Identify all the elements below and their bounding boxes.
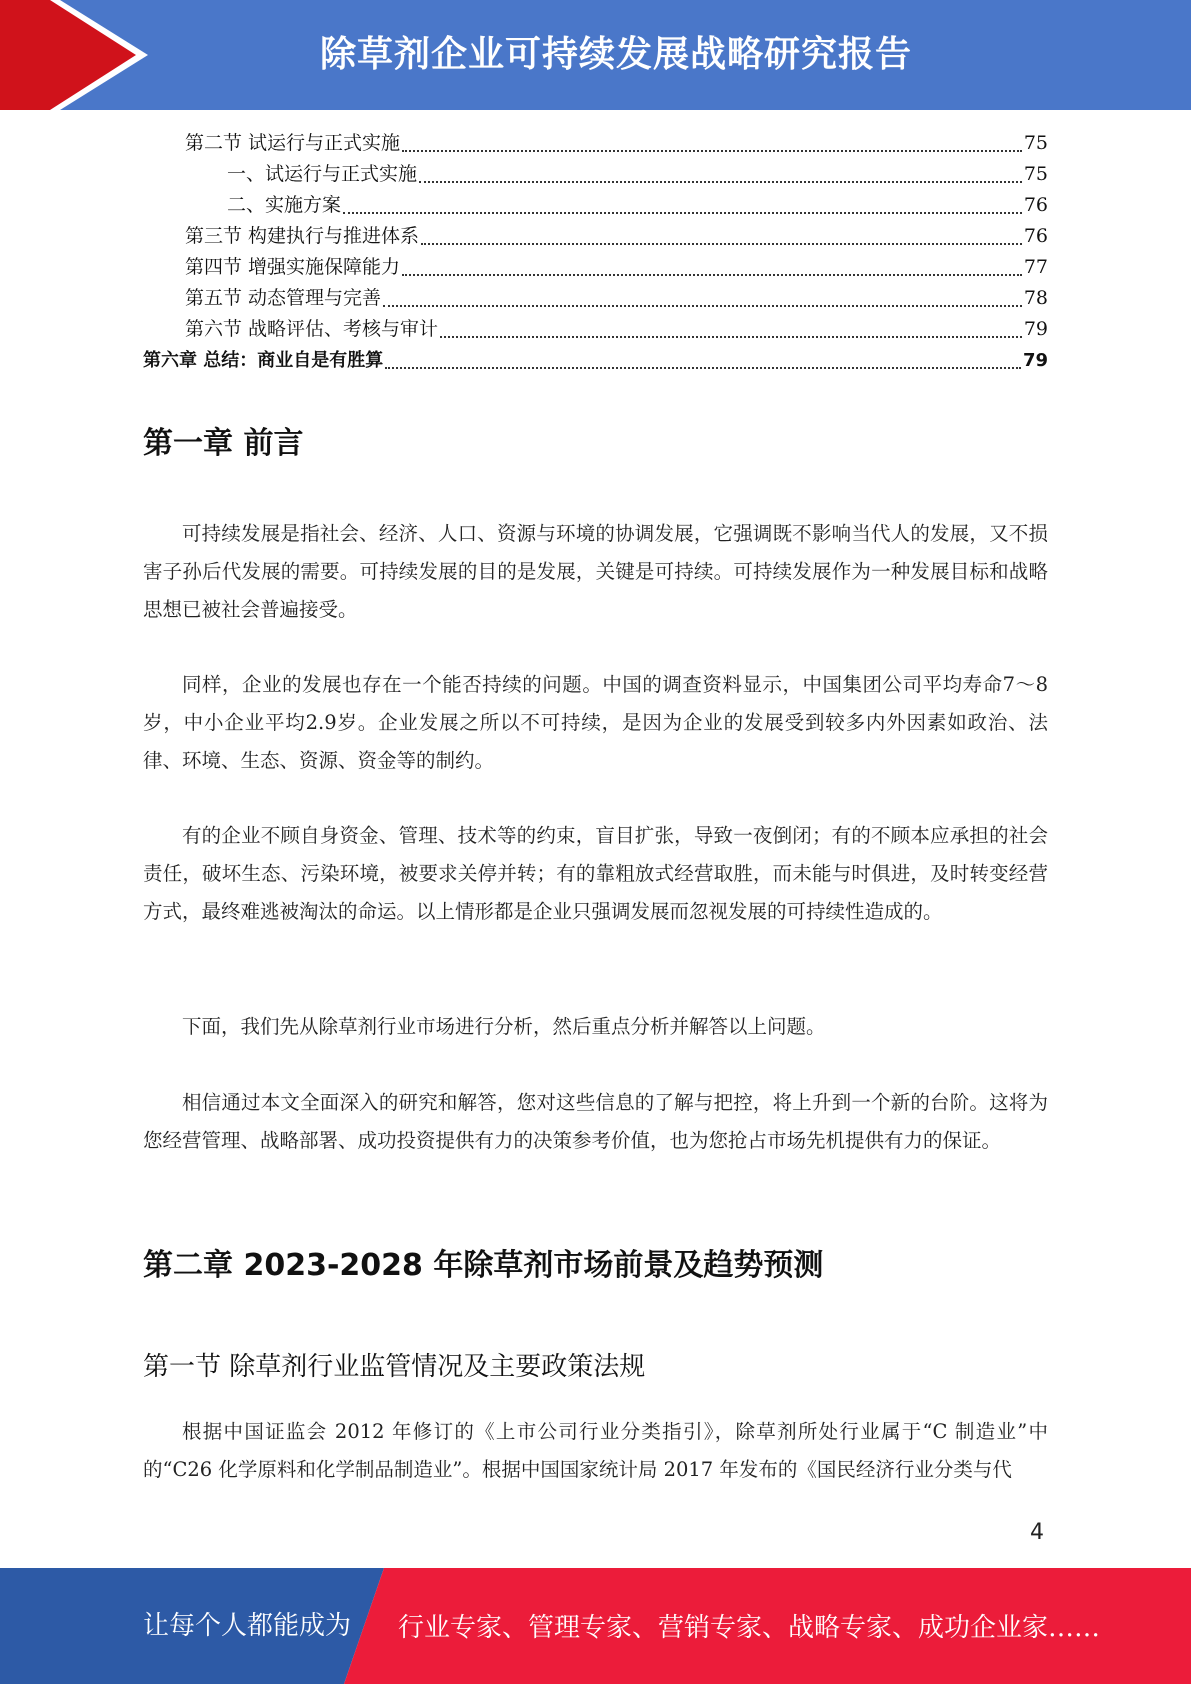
toc-entry-page: 78 [1023, 287, 1048, 309]
chapter-heading: 第二章 2023-2028 年除草剂市场前景及趋势预测 [143, 1248, 824, 1283]
header-chevron-icon [0, 0, 160, 110]
toc-entry-page: 77 [1023, 256, 1048, 278]
toc-leader-dots [402, 274, 1022, 276]
toc-entry-page: 75 [1023, 163, 1048, 185]
toc-entry[interactable] [143, 221, 1048, 252]
toc-leader-dots [343, 212, 1022, 214]
toc-entry-label: 第二节 试运行与正式实施 [185, 132, 401, 154]
toc-entry[interactable] [143, 128, 1048, 159]
body-paragraph: 根据中国证监会 2012 年修订的《上市公司行业分类指引》，除草剂所处行业属于“C 制造业”中的“C26 化学原料和化学制品制造业”。根据中国国家统计局 2017 年发布的《国民经济行业分类与代 [143, 1420, 1048, 1481]
toc-entry-chapter[interactable] [143, 345, 1048, 376]
toc-entry[interactable] [143, 252, 1048, 283]
toc-leader-dots [440, 336, 1022, 338]
toc-entry-page: 76 [1023, 194, 1048, 216]
body-paragraph: 相信通过本文全面深入的研究和解答，您对这些信息的了解与把控，将上升到一个新的台阶。这将为您经营管理、战略部署、成功投资提供有力的决策参考价值，也为您抢占市场先机提供有力的保证。 [143, 1091, 1048, 1152]
footer-slogan-left: 让每个人都能成为 [143, 1611, 352, 1641]
page-number: 4 [1030, 1520, 1044, 1545]
footer-slogan-right: 行业专家、管理专家、营销专家、战略专家、成功企业家…… [398, 1613, 1101, 1643]
toc-leader-dots [402, 150, 1022, 152]
body-paragraph: 同样，企业的发展也存在一个能否持续的问题。中国的调查资料显示，中国集团公司平均寿命7～8岁，中小企业平均2.9岁。企业发展之所以不可持续，是因为企业的发展受到较多内外因素如政治、法律、环境、生态、资源、资金等的制约。 [143, 673, 1048, 772]
table-of-contents [143, 128, 1048, 376]
toc-entry[interactable] [143, 283, 1048, 314]
report-title: 除草剂企业可持续发展战略研究报告 [320, 34, 913, 75]
toc-entry[interactable] [143, 314, 1048, 345]
toc-entry-page: 76 [1023, 225, 1048, 247]
toc-leader-dots [419, 181, 1022, 183]
toc-entry-label: 第六章 总结：商业自是有胜算 [143, 350, 384, 371]
page-footer [0, 1568, 1191, 1684]
toc-entry-page: 79 [1022, 350, 1048, 371]
toc-entry-label: 第三节 构建执行与推进体系 [185, 225, 420, 247]
toc-entry-label: 二、实施方案 [227, 194, 342, 216]
body-paragraph: 可持续发展是指社会、经济、人口、资源与环境的协调发展，它强调既不影响当代人的发展，又不损害子孙后代发展的需要。可持续发展的目的是发展，关键是可持续。可持续发展作为一种发展目标和战略思想已被社会普遍接受。 [143, 522, 1048, 621]
toc-entry-label: 第四节 增强实施保障能力 [185, 256, 401, 278]
toc-leader-dots [385, 367, 1021, 369]
toc-entry-page: 79 [1023, 318, 1048, 340]
toc-entry-label: 一、试运行与正式实施 [227, 163, 418, 185]
toc-entry-label: 第六节 战略评估、考核与审计 [185, 318, 439, 340]
body-paragraph: 有的企业不顾自身资金、管理、技术等的约束，盲目扩张，导致一夜倒闭；有的不顾本应承担的社会责任，破坏生态、污染环境，被要求关停并转；有的靠粗放式经营取胜，而未能与时俱进，及时转变经营方式，最终难逃被淘汰的命运。以上情形都是企业只强调发展而忽视发展的可持续性造成的。 [143, 824, 1048, 923]
toc-leader-dots [383, 305, 1022, 307]
chapter-heading: 第一章 前言 [143, 426, 304, 461]
section-heading: 第一节 除草剂行业监管情况及主要政策法规 [143, 1352, 646, 1382]
page-header [0, 0, 1191, 110]
toc-entry[interactable] [143, 190, 1048, 221]
toc-entry[interactable] [143, 159, 1048, 190]
body-paragraph: 下面，我们先从除草剂行业市场进行分析，然后重点分析并解答以上问题。 [182, 1015, 826, 1038]
toc-leader-dots [421, 243, 1022, 245]
toc-entry-page: 75 [1023, 132, 1048, 154]
toc-entry-label: 第五节 动态管理与完善 [185, 287, 382, 309]
